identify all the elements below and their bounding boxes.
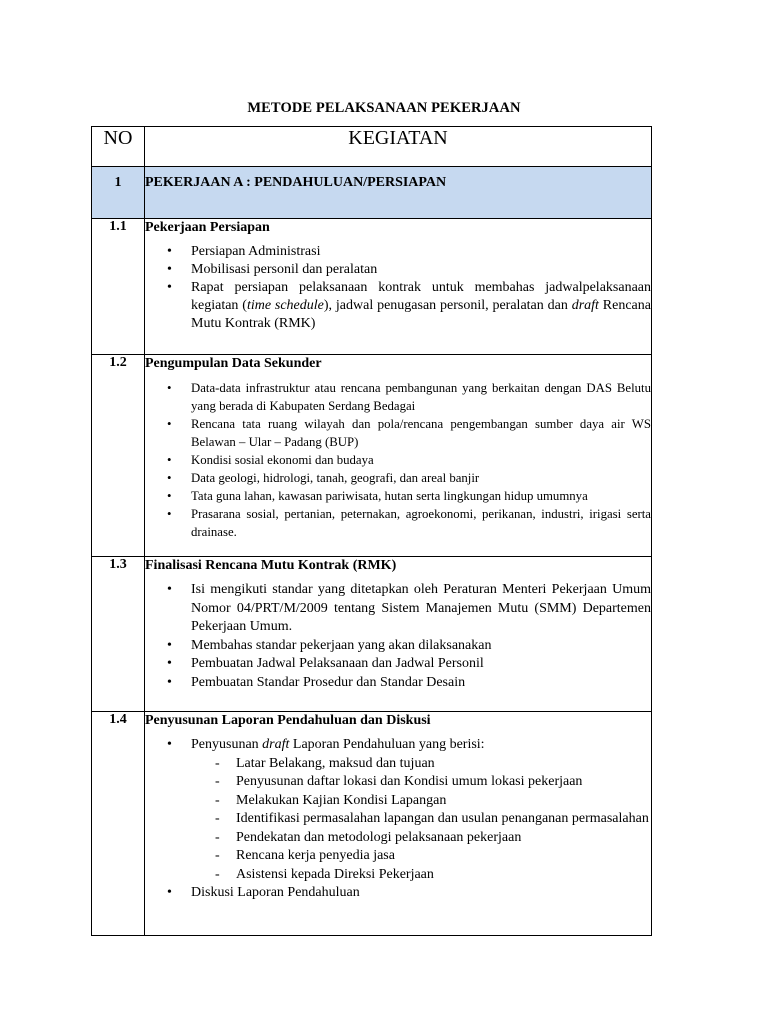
- dash-list-item: - Penyusunan daftar lokasi dan Kondisi umum lokasi pekerjaan: [191, 773, 651, 792]
- list-item: • Pembuatan Standar Prosedur dan Standar Desain: [145, 674, 651, 693]
- item-text: Rencana Mutu Kontrak (RMK): [191, 298, 651, 331]
- list-item: • Tata guna lahan, kawasan pariwisata, hutan serta lingkungan hidup umumnya: [145, 487, 651, 505]
- list-item: • Prasarana sosial, pertanian, peternakan, agroekonomi, perikanan, industri, irigasi serta drainase.: [145, 505, 651, 541]
- dash-list-item: - Pendekatan dan metodologi pelaksanaan pekerjaan: [191, 829, 651, 848]
- row-title: Pengumpulan Data Sekunder: [145, 356, 322, 371]
- list-item: • Diskusi Laporan Pendahuluan: [145, 884, 651, 903]
- dash-list-item: - Asistensi kepada Direksi Pekerjaan: [191, 866, 651, 885]
- dash-list-item: - Identifikasi permasalahan lapangan dan usulan penanganan permasalahan: [191, 810, 651, 829]
- row-title: Pekerjaan Persiapan: [145, 220, 270, 235]
- section-row: [92, 167, 652, 219]
- row-number: 1.2: [92, 355, 145, 557]
- section-number: 1: [92, 167, 145, 219]
- row-content: [145, 557, 652, 712]
- dash-list: [191, 755, 651, 885]
- row-content: [145, 219, 652, 355]
- item-text: Rapat persiapan pelaksanaan kontrak untuk membahas jadwalpelaksanaan kegiatan (: [191, 280, 651, 313]
- table-header-row: [92, 127, 652, 167]
- row-content: [145, 355, 652, 557]
- table-row: [92, 355, 652, 557]
- item-text-italic: draft: [262, 737, 290, 752]
- row-title: Finalisasi Rencana Mutu Kontrak (RMK): [145, 558, 397, 573]
- row-title: Penyusunan Laporan Pendahuluan dan Diskusi: [145, 713, 431, 728]
- row-number: 1.4: [92, 712, 145, 936]
- list-item: • Isi mengikuti standar yang ditetapkan oleh Peraturan Menteri Pekerjaan Umum Nomor 04/PRT/M/2009 tentang Sistem Manajemen Mutu (SMM) Departemen Pekerjaan Umum.: [145, 581, 651, 637]
- header-no: NO: [92, 127, 145, 167]
- item-text: Laporan Pendahuluan yang berisi:: [289, 737, 485, 752]
- table-row: [92, 557, 652, 712]
- table-row: [92, 219, 652, 355]
- list-item: • Data geologi, hidrologi, tanah, geografi, dan areal banjir: [145, 469, 651, 487]
- item-text-italic: time schedule: [246, 298, 324, 313]
- bullet-list: [145, 736, 651, 903]
- header-activity: KEGIATAN: [145, 127, 652, 167]
- list-item: [145, 279, 651, 333]
- dash-list-item: - Rencana kerja penyedia jasa: [191, 847, 651, 866]
- item-text: Penyusunan: [191, 737, 263, 752]
- list-item: • Kondisi sosial ekonomi dan budaya: [145, 451, 651, 469]
- table-row: [92, 712, 652, 936]
- row-content: [145, 712, 652, 936]
- dash-list-item: - Latar Belakang, maksud dan tujuan: [191, 755, 651, 774]
- bullet-list: [145, 581, 651, 693]
- row-number: 1.1: [92, 219, 145, 355]
- activity-table: [91, 126, 652, 936]
- list-item: • Mobilisasi personil dan peralatan: [145, 261, 651, 279]
- item-text: ), jadwal penugasan personil, peralatan dan: [323, 298, 572, 313]
- dash-list-item: - Melakukan Kajian Kondisi Lapangan: [191, 792, 651, 811]
- bullet-list: [145, 379, 651, 541]
- list-item: [145, 736, 651, 884]
- list-item: • Pembuatan Jadwal Pelaksanaan dan Jadwal Personil: [145, 655, 651, 674]
- list-item: • Rencana tata ruang wilayah dan pola/rencana pengembangan sumber daya air WS Belawan – Ular – Padang (BUP): [145, 415, 651, 451]
- document-title: METODE PELAKSANAAN PEKERJAAN: [247, 100, 521, 116]
- list-item: • Data-data infrastruktur atau rencana pembangunan yang berkaitan dengan DAS Belutu yang berada di Kabupaten Serdang Bedagai: [145, 379, 651, 415]
- list-item: • Membahas standar pekerjaan yang akan dilaksanakan: [145, 637, 651, 656]
- section-label: PEKERJAAN A : PENDAHULUAN/PERSIAPAN: [145, 167, 652, 219]
- bullet-list: [145, 243, 651, 333]
- item-text-italic: draft: [571, 298, 599, 313]
- list-item: • Persiapan Administrasi: [145, 243, 651, 261]
- row-number: 1.3: [92, 557, 145, 712]
